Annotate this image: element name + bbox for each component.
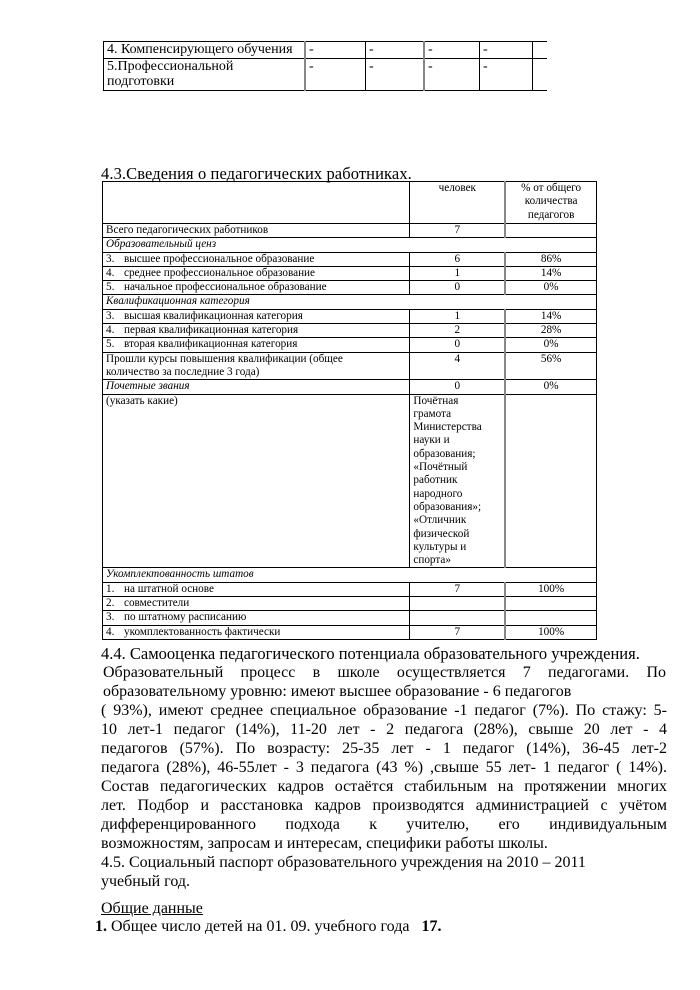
teachers-table	[102, 181, 597, 640]
row-count: 0	[410, 281, 505, 295]
row-label	[103, 252, 410, 266]
table-row	[103, 597, 597, 611]
row-label	[103, 625, 410, 639]
row-percent: 0%	[505, 281, 596, 295]
table-cell	[533, 59, 548, 91]
table-row	[103, 281, 597, 295]
paragraph-line: Состав педагогических кадров остаётся стабильным на протяжении многих	[101, 778, 667, 795]
table-cell: -	[366, 42, 425, 59]
row-label: 4. Компенсирующего обучения	[104, 42, 306, 59]
row-percent: 0%	[505, 338, 596, 352]
table-row	[103, 625, 597, 639]
section-4-4-body	[103, 663, 666, 701]
row-percent	[505, 611, 596, 625]
section-4-3-title: 4.3.Сведения о педагогических работниках.	[101, 164, 412, 183]
row-count: 0	[410, 380, 505, 394]
table-row	[104, 42, 548, 59]
row-count: 2	[410, 324, 505, 338]
table-cell: -	[305, 59, 366, 91]
row-percent	[505, 394, 596, 568]
row-text: среднее профессиональное образование	[124, 266, 316, 279]
honors-line: «Почётный	[413, 461, 468, 474]
row-number: 3.	[106, 309, 115, 322]
row-number: 5.	[106, 281, 115, 294]
row-percent	[505, 597, 596, 611]
header-cell-percent	[505, 182, 596, 224]
header-line: педагогов	[527, 208, 575, 221]
row-text: начальное профессиональное образование	[124, 281, 327, 294]
table-row	[103, 582, 597, 596]
row-count: 7	[410, 625, 505, 639]
row-text: вторая квалификационная категория	[124, 338, 298, 351]
table-row	[103, 309, 597, 323]
section-heading: Укомплектованность штатов	[103, 568, 597, 582]
row-label	[103, 352, 410, 380]
table-cell: -	[424, 59, 480, 91]
row-label	[103, 582, 410, 596]
row-percent: 100%	[505, 625, 596, 639]
table-row	[103, 380, 597, 394]
table-row	[103, 394, 597, 568]
row-percent: 0%	[505, 380, 596, 394]
item-value: 17.	[421, 918, 442, 935]
table-row	[103, 224, 597, 238]
row-label	[103, 338, 410, 352]
table-section-row	[103, 568, 597, 582]
table-cell: -	[305, 42, 366, 59]
row-text: высшее профессиональное образование	[124, 252, 315, 265]
row-label	[103, 324, 410, 338]
row-label	[103, 611, 410, 625]
row-label-line: 5.Профессиональной	[107, 59, 234, 74]
row-label	[103, 281, 410, 295]
row-text: на штатной основе	[124, 582, 214, 595]
row-percent: 100%	[505, 582, 596, 596]
row-text: укомплектованность фактически	[124, 625, 281, 638]
table-row	[104, 59, 548, 91]
section-heading: Квалификационная категория	[103, 295, 597, 309]
table-header-row	[103, 182, 597, 224]
row-count: 0	[410, 338, 505, 352]
row-count: 1	[410, 266, 505, 280]
honors-line: народного	[413, 487, 463, 500]
header-cell-empty	[103, 182, 410, 224]
row-number: 1.	[106, 582, 115, 595]
honors-line: Почётная	[413, 394, 459, 407]
table-cell: -	[480, 59, 533, 91]
paragraph-line: образовательному уровню: имеют высшее образование - 6 педагогов	[103, 683, 572, 700]
table-cell: -	[366, 59, 425, 91]
table-section-row	[103, 295, 597, 309]
row-count: 4	[410, 352, 505, 380]
honors-line: культуры и	[413, 540, 467, 553]
item-number: 1.	[95, 918, 107, 935]
table-cell	[533, 42, 548, 59]
table-row	[103, 338, 597, 352]
row-label	[104, 59, 306, 91]
general-data-heading: Общие данные	[101, 900, 203, 917]
header-line: % от общего	[521, 182, 582, 194]
paragraph-line: дифференцированного подхода к учителю, его индивидуальным	[101, 816, 667, 833]
honors-line: образования»;	[413, 500, 482, 513]
row-number: 4.	[106, 324, 115, 337]
honors-line: физической	[413, 527, 470, 540]
row-text: количество за последние 3 года)	[106, 365, 260, 378]
row-number: 3.	[106, 252, 115, 265]
honors-line: работник	[413, 474, 458, 487]
row-percent: 14%	[505, 309, 596, 323]
row-label	[103, 309, 410, 323]
row-text: по штатному расписанию	[124, 611, 247, 624]
row-percent: 28%	[505, 324, 596, 338]
honors-line: «Отличник	[413, 514, 467, 527]
row-number: 3.	[106, 611, 115, 624]
row-number: 4.	[106, 266, 115, 279]
table-row	[103, 324, 597, 338]
row-percent	[505, 224, 596, 238]
header-line: количества	[524, 195, 578, 208]
row-label: (указать какие)	[103, 394, 410, 568]
row-number: 2.	[106, 597, 115, 610]
row-count	[410, 611, 505, 625]
paragraph-line: Образовательный процесс в школе осуществляется 7 педагогами. По	[103, 664, 666, 681]
table-row	[103, 252, 597, 266]
row-label-line: подготовки	[107, 74, 175, 89]
general-data-item	[95, 917, 441, 936]
row-label	[103, 266, 410, 280]
paragraph-line: ( 93%), имеют среднее специальное образование -1 педагог (7%). По стажу: 5-	[101, 702, 667, 719]
section-heading: Образовательный ценз	[103, 238, 597, 252]
section-4-4-body-cont	[101, 701, 667, 853]
table-cell: -	[480, 42, 533, 59]
row-number: 4.	[106, 625, 115, 638]
honors-line: образования;	[413, 447, 476, 460]
row-count	[410, 597, 505, 611]
paragraph-line: педагога (28%), 46-55лет - 3 педагога (43 %) ,свыше 55 лет- 1 педагог ( 14%).	[101, 759, 667, 776]
row-text: высшая квалификационная категория	[124, 309, 303, 322]
row-label: Всего педагогических работников	[103, 224, 410, 238]
row-label	[103, 597, 410, 611]
title-line: учебный год.	[101, 873, 191, 890]
row-label: Почетные звания	[103, 380, 410, 394]
row-count: 6	[410, 252, 505, 266]
row-count: 7	[410, 582, 505, 596]
table-cell: -	[424, 42, 480, 59]
row-text: первая квалификационная категория	[124, 324, 299, 337]
table-row	[103, 611, 597, 625]
honors-line: грамота	[413, 407, 452, 420]
item-label: Общее число детей на 01. 09. учебного года	[111, 918, 410, 935]
row-number: 5.	[106, 338, 115, 351]
table-row	[103, 352, 597, 380]
honors-line: науки и	[413, 434, 450, 447]
paragraph-line: лет. Подбор и расстановка кадров производятся администрацией с учётом	[101, 797, 667, 814]
honors-line: Министерства	[413, 421, 482, 434]
paragraph-line: педагогов (57%). По возрасту: 25-35 лет - 1 педагог (14%), 36-45 лет-2	[101, 740, 667, 757]
row-percent: 56%	[505, 352, 596, 380]
row-percent: 86%	[505, 252, 596, 266]
top-table	[103, 41, 547, 91]
row-text: совместители	[124, 597, 190, 610]
paragraph-line: 10 лет-1 педагог (14%), 11-20 лет - 2 педагога (28%), свыше 20 лет - 4	[101, 721, 667, 738]
section-4-4-title: 4.4. Самооценка педагогического потенциала образовательного учреждения.	[101, 644, 640, 663]
row-count: 7	[410, 224, 505, 238]
title-line: 4.5. Социальный паспорт образовательного учреждения на 2010 – 2011	[101, 854, 586, 871]
row-count: 1	[410, 309, 505, 323]
header-cell-people: человек	[410, 182, 505, 224]
table-section-row	[103, 238, 597, 252]
row-text: Прошли курсы повышения квалификации (общее	[106, 352, 343, 365]
paragraph-line: возможностям, запросам и интересам, специфики работы школы.	[101, 835, 548, 852]
table-row	[103, 266, 597, 280]
section-4-5-title	[101, 853, 586, 891]
honors-list	[410, 394, 505, 568]
honors-line: спорта»	[413, 554, 451, 567]
row-percent: 14%	[505, 266, 596, 280]
